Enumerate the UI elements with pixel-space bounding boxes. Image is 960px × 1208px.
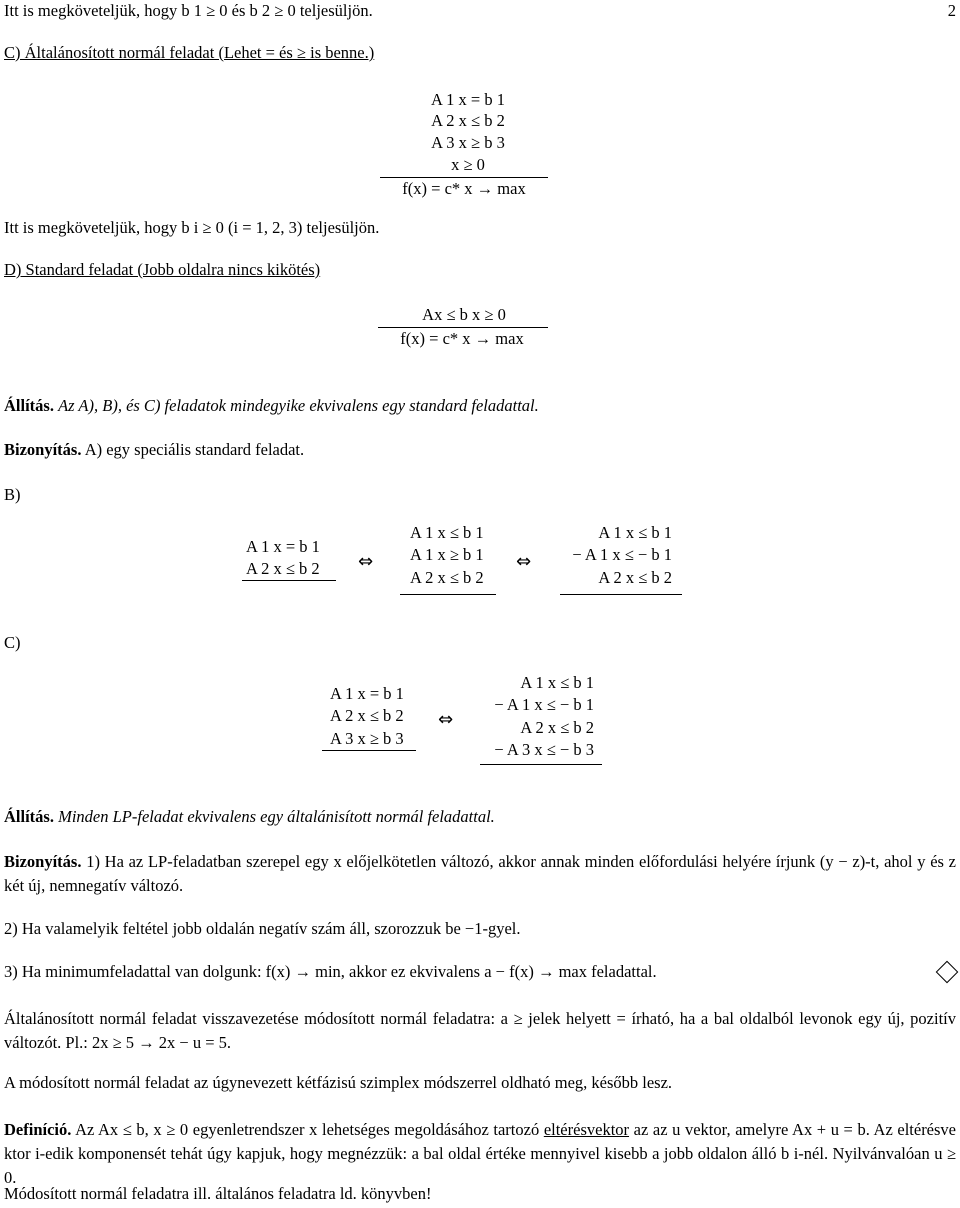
proof-2-text-1: 1) Ha az LP-feladatban szerepel egy x előjelkötetlen változó, akkor annak minden előfordulási helyére írjunk (y − z)-t, ahol y és z két új, nemnegatív változó.: [4, 852, 956, 895]
section-d-objective: f(x) = c* x → max: [400, 329, 524, 348]
proof-1-text: A) egy speciális standard feladat.: [84, 440, 305, 459]
part-c-right-line-1: A 1 x ≤ b 1: [520, 673, 594, 692]
definition-label: Definíció.: [4, 1120, 72, 1139]
part-c-right-system: [486, 672, 594, 761]
proof-2-paragraph-2: 2) Ha valamelyik feltétel jobb oldalán negatív szám áll, szorozzuk be −1-gyel.: [4, 919, 521, 938]
section-c-note: Itt is megköveteljük, hogy b i ≥ 0 (i = 1, 2, 3) teljesüljön.: [4, 218, 380, 237]
part-b-right-line-1: A 1 x ≤ b 1: [598, 523, 672, 542]
header-text: Itt is megköveteljük, hogy b 1 ≥ 0 és b 2 ≥ 0 teljesüljön.: [4, 1, 373, 20]
claim-1-text: Az A), B), és C) feladatok mindegyike ekvivalens egy standard feladattal.: [58, 396, 539, 415]
claim-2: [4, 808, 495, 827]
part-c-right-rule: [480, 764, 602, 765]
definition-text-b: az az u vektor, amelyre Ax + u = b. Az eltérésve ktor i-edik komponensét tehát úgy kapjuk, hogy megnézzük: a bal oldal értéke mennyivel kisebb a jobb oldalon álló b i-nél. Nyilvánvalóan u ≥ 0.: [4, 1120, 957, 1187]
claim-1: [4, 397, 539, 416]
part-b-left-rule: [242, 580, 336, 581]
section-c-heading: C) Általánosított normál feladat (Lehet = és ≥ is benne.): [4, 43, 375, 62]
claim-2-label: Állítás.: [4, 807, 54, 826]
part-c-right-line-4: − A 3 x ≤ − b 3: [494, 739, 594, 759]
section-d-rule: [378, 327, 548, 328]
part-c-label: C): [4, 633, 21, 652]
iff-symbol: ⇔: [516, 551, 532, 572]
proof-1-label: Bizonyítás.: [4, 440, 82, 459]
part-b-middle-line-3: A 2 x ≤ b 2: [410, 567, 484, 587]
part-b-middle-system: [410, 522, 484, 589]
part-b-label: B): [4, 485, 21, 504]
part-c-left-rule: [322, 750, 416, 751]
section-d-heading: D) Standard feladat (Jobb oldalra nincs kikötés): [4, 260, 321, 279]
part-b-right-system: [566, 522, 672, 589]
part-b-left-line-1: A 1 x = b 1: [246, 537, 320, 556]
part-b-right-rule: [560, 594, 682, 595]
part-b-middle-rule: [400, 594, 496, 595]
iff-symbol: ⇔: [438, 709, 454, 730]
section-d-constraint: Ax ≤ b x ≥ 0: [422, 305, 506, 324]
page-number: 2: [947, 1, 956, 20]
definition-term: eltérésvektor: [543, 1120, 630, 1139]
section-c-rule: [380, 177, 548, 178]
section-c-eq4: x ≥ 0: [451, 155, 485, 174]
iff-symbol: ⇔: [358, 551, 374, 572]
footer-line: Módosított normál feladatra ill. általános feladatra ld. könyvben!: [4, 1184, 432, 1203]
part-c-right-line-3: A 2 x ≤ b 2: [520, 717, 594, 737]
proof-2-paragraph-3: 3) Ha minimumfeladattal van dolgunk: f(x) → min, akkor ez ekvivalens a − f(x) → max feladattal.: [4, 962, 657, 981]
proof-2-label: Bizonyítás.: [4, 852, 82, 871]
part-c-left-line-2: A 2 x ≤ b 2: [330, 706, 404, 726]
definition-text-a: Az Ax ≤ b, x ≥ 0 egyenletrendszer x lehetséges megoldásához tartozó: [75, 1120, 544, 1139]
section-c-eq1: A 1 x = b 1: [431, 90, 505, 109]
part-b-right-line-2: − A 1 x ≤ − b 1: [572, 545, 672, 565]
part-b-middle-line-2: A 1 x ≥ b 1: [410, 545, 484, 565]
part-c-right-line-2: − A 1 x ≤ − b 1: [494, 695, 594, 715]
modified-paragraph: A módosított normál feladat az úgynevezett kétfázisú szimplex módszerrel oldható meg, később lesz.: [4, 1073, 673, 1092]
definition-paragraph: [4, 1118, 956, 1190]
section-c-eq2: A 2 x ≤ b 2: [431, 111, 505, 130]
claim-2-text: Minden LP-feladat ekvivalens egy általánisított normál feladattal.: [58, 807, 495, 826]
part-b-left-line-2: A 2 x ≤ b 2: [246, 559, 320, 579]
part-b-right-line-3: A 2 x ≤ b 2: [598, 567, 672, 587]
proof-2-paragraph-1: [4, 850, 956, 898]
end-of-proof-icon: [936, 961, 959, 984]
part-b-left-system: [246, 536, 320, 581]
section-c-eq3: A 3 x ≥ b 3: [431, 133, 505, 152]
part-c-left-system: [330, 683, 404, 750]
proof-1: [4, 441, 304, 460]
part-c-left-line-3: A 3 x ≥ b 3: [330, 728, 404, 748]
section-c-objective: f(x) = c* x → max: [402, 179, 526, 198]
part-b-middle-line-1: A 1 x ≤ b 1: [410, 523, 484, 542]
claim-1-label: Állítás.: [4, 396, 54, 415]
part-c-left-line-1: A 1 x = b 1: [330, 684, 404, 703]
general-to-modified-paragraph: Általánosított normál feladat visszavezetése módosított normál feladatra: a ≥ jelek helyett = írható, ha a bal oldalból levonok egy új, pozitív változót. Pl.: 2x ≥ 5 → 2x − u = 5.: [4, 1009, 956, 1052]
